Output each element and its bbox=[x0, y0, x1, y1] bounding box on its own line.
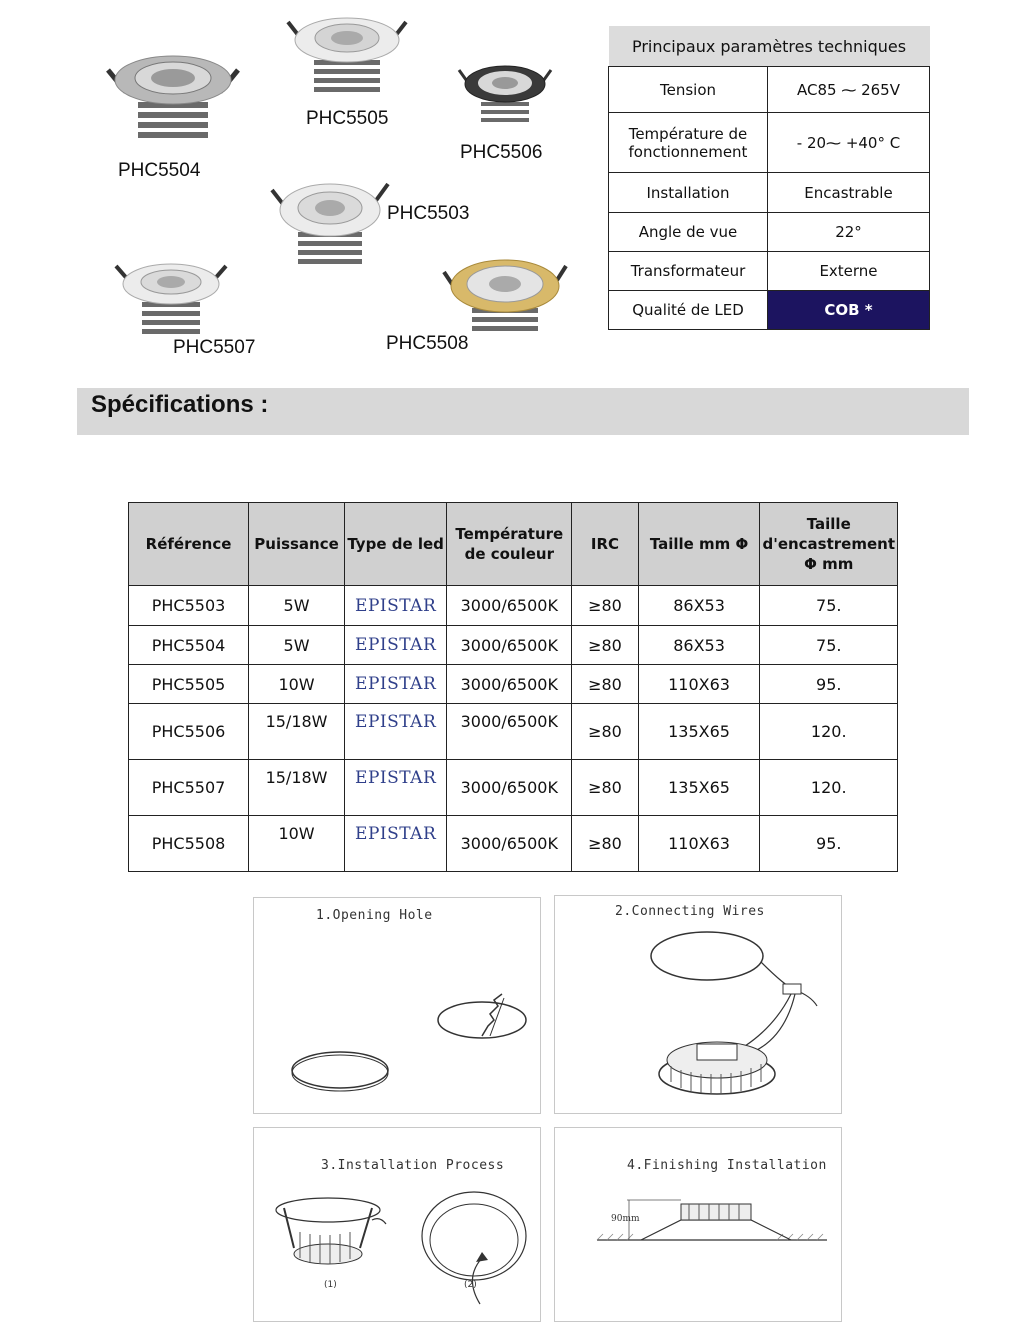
install-panel-installation-process bbox=[253, 1127, 541, 1322]
tech-label: Température de fonctionnement bbox=[609, 113, 768, 173]
install-step-title: 1.Opening Hole bbox=[316, 908, 433, 923]
cell-cutout: 95. bbox=[760, 665, 898, 704]
step-sub-label: (2) bbox=[464, 1280, 477, 1290]
installation-process-illustration bbox=[254, 1128, 540, 1321]
cell-led-type: EPISTAR bbox=[345, 586, 447, 626]
cell-reference: PHC5503 bbox=[129, 586, 249, 626]
cell-size: 110X63 bbox=[638, 665, 760, 704]
product-label-phc5505: PHC5505 bbox=[306, 108, 389, 129]
spec-table-header-row bbox=[129, 503, 898, 586]
col-header: Température de couleur bbox=[447, 503, 572, 586]
cell-irc: ≥80 bbox=[572, 586, 638, 626]
product-image-phc5504 bbox=[98, 40, 248, 150]
cell-power: 10W bbox=[249, 665, 345, 704]
tech-label: Angle de vue bbox=[609, 213, 768, 252]
cell-irc: ≥80 bbox=[572, 816, 638, 872]
tech-value: Externe bbox=[768, 252, 930, 291]
install-panel-opening-hole bbox=[253, 897, 541, 1114]
specifications-title: Spécifications : bbox=[91, 391, 269, 418]
cell-led-type: EPISTAR bbox=[345, 665, 447, 704]
product-image-phc5505 bbox=[282, 8, 412, 98]
product-image-phc5503 bbox=[268, 176, 392, 272]
cell-reference: PHC5505 bbox=[129, 665, 249, 704]
cell-cutout: 120. bbox=[760, 760, 898, 816]
cell-power: 5W bbox=[249, 586, 345, 626]
product-label-phc5503: PHC5503 bbox=[387, 203, 470, 224]
product-image-phc5507 bbox=[112, 258, 230, 338]
table-row bbox=[129, 704, 898, 760]
table-row bbox=[129, 760, 898, 816]
cell-color-temp: 3000/6500K bbox=[447, 586, 572, 626]
col-header: Puissance bbox=[249, 503, 345, 586]
product-image-phc5508 bbox=[440, 250, 570, 340]
cell-cutout: 95. bbox=[760, 816, 898, 872]
cell-irc: ≥80 bbox=[572, 760, 638, 816]
cell-irc: ≥80 bbox=[572, 704, 638, 760]
install-panel-finishing-installation bbox=[554, 1127, 842, 1322]
cell-color-temp: 3000/6500K bbox=[447, 704, 572, 760]
cell-led-type: EPISTAR bbox=[345, 626, 447, 665]
col-header: Référence bbox=[129, 503, 249, 586]
col-header: Type de led bbox=[345, 503, 447, 586]
cell-reference: PHC5508 bbox=[129, 816, 249, 872]
ceiling-hole-illustration bbox=[254, 898, 540, 1113]
step-sub-label: (1) bbox=[324, 1280, 337, 1290]
cell-reference: PHC5504 bbox=[129, 626, 249, 665]
tech-params-table bbox=[608, 26, 930, 330]
cell-color-temp: 3000/6500K bbox=[447, 626, 572, 665]
product-label-phc5506: PHC5506 bbox=[460, 142, 543, 163]
cell-reference: PHC5507 bbox=[129, 760, 249, 816]
cell-size: 86X53 bbox=[638, 586, 760, 626]
tech-label: Installation bbox=[609, 173, 768, 213]
cell-irc: ≥80 bbox=[572, 626, 638, 665]
spec-table bbox=[128, 502, 898, 872]
cell-power: 10W bbox=[249, 816, 345, 872]
cell-size: 110X63 bbox=[638, 816, 760, 872]
tech-value: 22° bbox=[768, 213, 930, 252]
cell-size: 86X53 bbox=[638, 626, 760, 665]
cell-cutout: 75. bbox=[760, 626, 898, 665]
cell-size: 135X65 bbox=[638, 704, 760, 760]
cell-color-temp: 3000/6500K bbox=[447, 760, 572, 816]
dimension-label: 90mm bbox=[611, 1214, 640, 1224]
product-label-phc5507: PHC5507 bbox=[173, 337, 256, 358]
cell-power: 15/18W bbox=[249, 704, 345, 760]
install-step-title: 2.Connecting Wires bbox=[615, 904, 765, 919]
table-row bbox=[129, 626, 898, 665]
tech-label: Transformateur bbox=[609, 252, 768, 291]
product-image-phc5506 bbox=[455, 56, 555, 132]
cell-irc: ≥80 bbox=[572, 665, 638, 704]
col-header: Taille d'encastrement Φ mm bbox=[760, 503, 898, 586]
cell-power: 5W bbox=[249, 626, 345, 665]
table-row bbox=[129, 816, 898, 872]
cell-led-type: EPISTAR bbox=[345, 816, 447, 872]
product-label-phc5504: PHC5504 bbox=[118, 160, 201, 181]
led-quality-badge: COB * bbox=[768, 291, 930, 330]
tech-label: Qualité de LED bbox=[609, 291, 768, 330]
cell-cutout: 75. bbox=[760, 586, 898, 626]
cell-size: 135X65 bbox=[638, 760, 760, 816]
cell-led-type: EPISTAR bbox=[345, 704, 447, 760]
cell-color-temp: 3000/6500K bbox=[447, 665, 572, 704]
wiring-illustration bbox=[555, 896, 841, 1113]
install-step-title: 4.Finishing Installation bbox=[627, 1158, 827, 1173]
tech-params-title: Principaux paramètres techniques bbox=[609, 26, 930, 67]
tech-value: - 20⁓ +40° C bbox=[768, 113, 930, 173]
install-step-title: 3.Installation Process bbox=[321, 1158, 505, 1173]
cell-power: 15/18W bbox=[249, 760, 345, 816]
col-header: IRC bbox=[572, 503, 638, 586]
product-label-phc5508: PHC5508 bbox=[386, 333, 469, 354]
table-row bbox=[129, 586, 898, 626]
cell-color-temp: 3000/6500K bbox=[447, 816, 572, 872]
tech-label: Tension bbox=[609, 67, 768, 113]
tech-value: Encastrable bbox=[768, 173, 930, 213]
specifications-header-bar bbox=[77, 388, 969, 435]
cell-reference: PHC5506 bbox=[129, 704, 249, 760]
table-row bbox=[129, 665, 898, 704]
install-panel-connecting-wires bbox=[554, 895, 842, 1114]
tech-value: AC85 ⁓ 265V bbox=[768, 67, 930, 113]
cell-cutout: 120. bbox=[760, 704, 898, 760]
cell-led-type: EPISTAR bbox=[345, 760, 447, 816]
finished-installation-illustration bbox=[555, 1128, 841, 1321]
col-header: Taille mm Φ bbox=[638, 503, 760, 586]
